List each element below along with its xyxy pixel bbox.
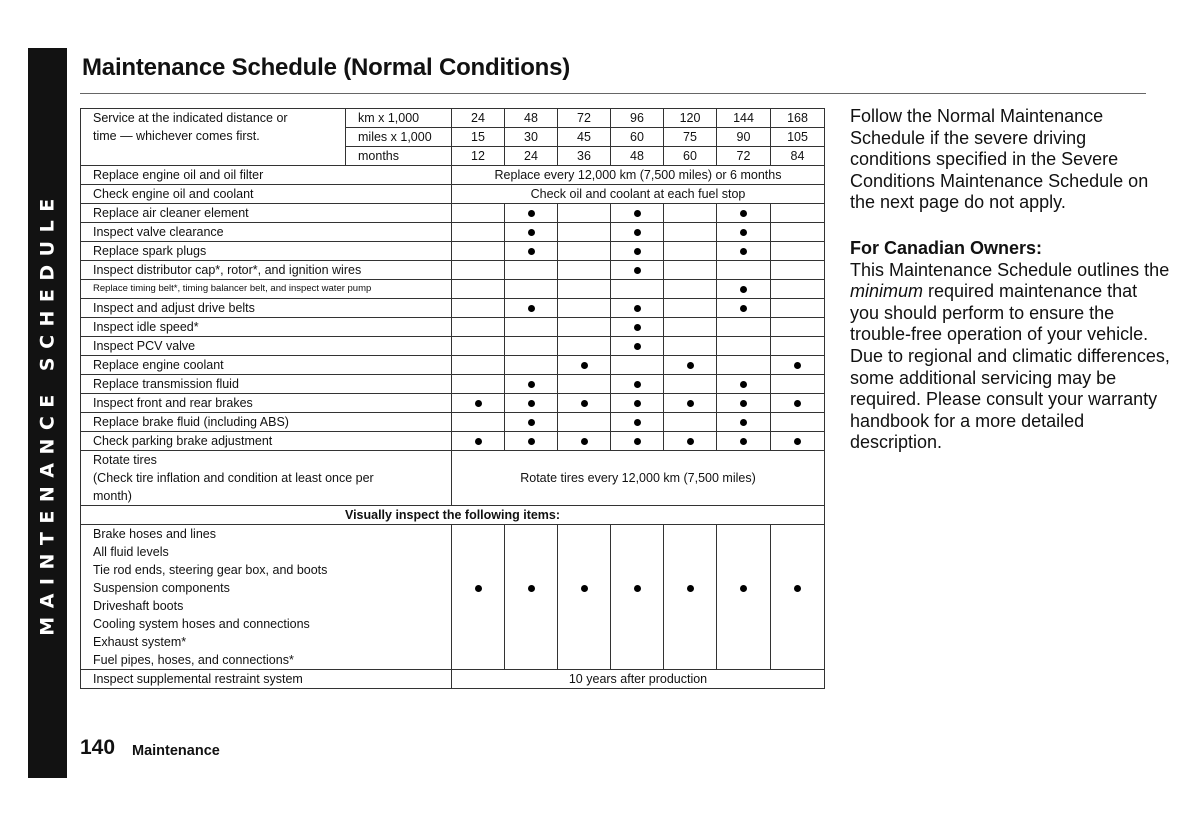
service-dot bbox=[475, 438, 482, 445]
service-dot bbox=[634, 305, 641, 312]
mark-cell bbox=[558, 280, 611, 299]
mark-cell bbox=[452, 223, 505, 242]
service-dot bbox=[740, 286, 747, 293]
km-value: 48 bbox=[505, 109, 558, 128]
schedule-row bbox=[81, 413, 825, 432]
mark-cell bbox=[505, 261, 558, 280]
mark-cell bbox=[558, 299, 611, 318]
mark-cell bbox=[771, 394, 825, 413]
mark-cell bbox=[452, 318, 505, 337]
mark-cell bbox=[611, 394, 664, 413]
schedule-row bbox=[81, 299, 825, 318]
service-item: Inspect front and rear brakes bbox=[81, 394, 452, 413]
right-column bbox=[850, 106, 1170, 454]
visual-inspect-item: Exhaust system* bbox=[81, 633, 452, 651]
mark-cell bbox=[505, 394, 558, 413]
mark-cell bbox=[452, 375, 505, 394]
title-rule bbox=[80, 93, 1146, 94]
miles-value: 75 bbox=[664, 128, 717, 147]
mark-cell bbox=[717, 543, 771, 561]
mark-cell bbox=[664, 299, 717, 318]
mark-cell bbox=[664, 615, 717, 633]
mark-cell bbox=[771, 432, 825, 451]
mark-cell bbox=[611, 337, 664, 356]
service-dot bbox=[687, 585, 694, 592]
mark-cell bbox=[771, 318, 825, 337]
mark-cell bbox=[664, 651, 717, 670]
mark-cell bbox=[771, 356, 825, 375]
mark-cell bbox=[717, 579, 771, 597]
service-dot bbox=[528, 400, 535, 407]
mark-cell bbox=[505, 525, 558, 544]
visual-inspect-row bbox=[81, 651, 825, 670]
mark-cell bbox=[452, 413, 505, 432]
mark-cell bbox=[611, 299, 664, 318]
mark-cell bbox=[771, 561, 825, 579]
service-dot bbox=[528, 381, 535, 388]
schedule-row bbox=[81, 223, 825, 242]
mark-cell bbox=[611, 561, 664, 579]
visual-inspect-row bbox=[81, 561, 825, 579]
mark-cell bbox=[505, 543, 558, 561]
mark-cell bbox=[664, 318, 717, 337]
service-item: Inspect and adjust drive belts bbox=[81, 299, 452, 318]
service-dot bbox=[687, 362, 694, 369]
mark-cell bbox=[771, 633, 825, 651]
mark-cell bbox=[717, 561, 771, 579]
mark-cell bbox=[452, 394, 505, 413]
mark-cell bbox=[505, 633, 558, 651]
mark-cell bbox=[611, 651, 664, 670]
service-item: Replace engine oil and oil filter bbox=[81, 166, 452, 185]
mark-cell bbox=[611, 375, 664, 394]
service-dot bbox=[528, 229, 535, 236]
mark-cell bbox=[611, 356, 664, 375]
service-dot bbox=[634, 248, 641, 255]
mark-cell bbox=[717, 356, 771, 375]
service-dot bbox=[528, 305, 535, 312]
service-dot bbox=[634, 324, 641, 331]
visual-inspect-item: Suspension components bbox=[81, 579, 452, 597]
mark-cell bbox=[611, 432, 664, 451]
mark-cell bbox=[505, 413, 558, 432]
mark-cell bbox=[717, 375, 771, 394]
mark-cell bbox=[664, 375, 717, 394]
service-dot bbox=[740, 585, 747, 592]
mark-cell bbox=[558, 356, 611, 375]
service-dot bbox=[794, 585, 801, 592]
service-item: Replace engine coolant bbox=[81, 356, 452, 375]
mark-cell bbox=[558, 261, 611, 280]
srs-row bbox=[81, 670, 825, 689]
mark-cell bbox=[611, 318, 664, 337]
mark-cell bbox=[505, 204, 558, 223]
mark-cell bbox=[558, 413, 611, 432]
months-value: 36 bbox=[558, 147, 611, 166]
service-dot bbox=[740, 381, 747, 388]
mark-cell bbox=[611, 204, 664, 223]
months-value: 84 bbox=[771, 147, 825, 166]
schedule-row bbox=[81, 166, 825, 185]
service-dot bbox=[528, 585, 535, 592]
visual-inspect-row bbox=[81, 525, 825, 544]
mark-cell bbox=[452, 432, 505, 451]
service-dot bbox=[634, 585, 641, 592]
km-value: 168 bbox=[771, 109, 825, 128]
schedule-row bbox=[81, 242, 825, 261]
service-item: Replace spark plugs bbox=[81, 242, 452, 261]
service-dot bbox=[634, 419, 641, 426]
mark-cell bbox=[505, 561, 558, 579]
service-dot bbox=[634, 438, 641, 445]
miles-value: 15 bbox=[452, 128, 505, 147]
service-item: Replace transmission fluid bbox=[81, 375, 452, 394]
km-value: 24 bbox=[452, 109, 505, 128]
mark-cell bbox=[771, 280, 825, 299]
rotate-tires-item bbox=[81, 451, 452, 506]
mark-cell bbox=[558, 432, 611, 451]
mark-cell bbox=[664, 525, 717, 544]
mark-cell bbox=[771, 204, 825, 223]
months-value: 60 bbox=[664, 147, 717, 166]
mark-cell bbox=[717, 432, 771, 451]
mark-cell bbox=[611, 597, 664, 615]
service-item: Inspect idle speed* bbox=[81, 318, 452, 337]
mark-cell bbox=[771, 615, 825, 633]
mark-cell bbox=[558, 375, 611, 394]
service-item: Check parking brake adjustment bbox=[81, 432, 452, 451]
service-dot bbox=[581, 438, 588, 445]
mark-cell bbox=[771, 579, 825, 597]
mark-cell bbox=[505, 337, 558, 356]
mark-cell bbox=[505, 318, 558, 337]
side-tab-label: MAINTENANCE SCHEDULE bbox=[36, 190, 59, 636]
service-dot bbox=[634, 267, 641, 274]
mark-cell bbox=[558, 223, 611, 242]
mark-cell bbox=[717, 615, 771, 633]
mark-cell bbox=[664, 223, 717, 242]
service-dot bbox=[794, 438, 801, 445]
visual-inspect-row bbox=[81, 579, 825, 597]
mark-cell bbox=[452, 280, 505, 299]
mark-cell bbox=[611, 525, 664, 544]
visual-inspect-row bbox=[81, 543, 825, 561]
service-dot bbox=[794, 362, 801, 369]
mark-cell bbox=[717, 299, 771, 318]
miles-value: 60 bbox=[611, 128, 664, 147]
srs-item: Inspect supplemental restraint system bbox=[81, 670, 452, 689]
service-dot bbox=[634, 210, 641, 217]
service-label-line: time — whichever comes first. bbox=[93, 129, 260, 143]
service-dot bbox=[581, 400, 588, 407]
minimum-emphasis: minimum bbox=[850, 281, 924, 302]
mark-cell bbox=[664, 413, 717, 432]
side-tab bbox=[28, 48, 67, 778]
mark-cell bbox=[558, 525, 611, 544]
mark-cell bbox=[664, 204, 717, 223]
mark-cell bbox=[664, 633, 717, 651]
mark-cell bbox=[664, 356, 717, 375]
visual-inspect-item: Driveshaft boots bbox=[81, 597, 452, 615]
service-dot bbox=[581, 362, 588, 369]
rotate-tires-line: (Check tire inflation and condition at least once per bbox=[93, 471, 374, 485]
months-value: 12 bbox=[452, 147, 505, 166]
mark-cell bbox=[717, 280, 771, 299]
visual-inspect-row bbox=[81, 633, 825, 651]
mark-cell bbox=[717, 223, 771, 242]
rotate-tires-line: Rotate tires bbox=[93, 453, 157, 467]
mark-cell bbox=[558, 579, 611, 597]
service-note: Check oil and coolant at each fuel stop bbox=[452, 185, 825, 204]
mark-cell bbox=[452, 633, 505, 651]
page-title: Maintenance Schedule (Normal Conditions) bbox=[82, 54, 571, 81]
mark-cell bbox=[452, 356, 505, 375]
mark-cell bbox=[452, 337, 505, 356]
visual-inspect-item: Fuel pipes, hoses, and connections* bbox=[81, 651, 452, 670]
schedule-row bbox=[81, 432, 825, 451]
mark-cell bbox=[717, 318, 771, 337]
service-dot bbox=[740, 248, 747, 255]
service-dot bbox=[528, 438, 535, 445]
mark-cell bbox=[505, 223, 558, 242]
mark-cell bbox=[717, 597, 771, 615]
service-item: Replace brake fluid (including ABS) bbox=[81, 413, 452, 432]
mark-cell bbox=[717, 633, 771, 651]
service-dot bbox=[581, 585, 588, 592]
mark-cell bbox=[771, 413, 825, 432]
miles-unit-label: miles x 1,000 bbox=[346, 128, 452, 147]
mark-cell bbox=[664, 337, 717, 356]
mark-cell bbox=[771, 651, 825, 670]
header-row-km bbox=[81, 109, 825, 128]
schedule-row bbox=[81, 375, 825, 394]
mark-cell bbox=[558, 633, 611, 651]
mark-cell bbox=[771, 337, 825, 356]
mark-cell bbox=[771, 525, 825, 544]
mark-cell bbox=[505, 579, 558, 597]
mark-cell bbox=[611, 413, 664, 432]
mark-cell bbox=[664, 597, 717, 615]
srs-note: 10 years after production bbox=[452, 670, 825, 689]
mark-cell bbox=[611, 242, 664, 261]
months-value: 72 bbox=[717, 147, 771, 166]
months-value: 24 bbox=[505, 147, 558, 166]
mark-cell bbox=[558, 651, 611, 670]
service-dot bbox=[634, 381, 641, 388]
mark-cell bbox=[771, 543, 825, 561]
service-dot bbox=[475, 400, 482, 407]
km-unit-label: km x 1,000 bbox=[346, 109, 452, 128]
schedule-row bbox=[81, 280, 825, 299]
service-item: Inspect PCV valve bbox=[81, 337, 452, 356]
service-label-line: Service at the indicated distance or bbox=[93, 111, 288, 125]
mark-cell bbox=[558, 337, 611, 356]
section-name: Maintenance bbox=[132, 743, 220, 759]
mark-cell bbox=[611, 261, 664, 280]
mark-cell bbox=[664, 394, 717, 413]
mark-cell bbox=[717, 525, 771, 544]
miles-value: 105 bbox=[771, 128, 825, 147]
mark-cell bbox=[771, 299, 825, 318]
service-item: Replace air cleaner element bbox=[81, 204, 452, 223]
schedule-row bbox=[81, 394, 825, 413]
km-value: 120 bbox=[664, 109, 717, 128]
km-value: 72 bbox=[558, 109, 611, 128]
mark-cell bbox=[558, 615, 611, 633]
mark-cell bbox=[611, 615, 664, 633]
service-dot bbox=[634, 343, 641, 350]
maintenance-schedule-table bbox=[80, 108, 825, 689]
schedule-row bbox=[81, 356, 825, 375]
visual-inspect-row bbox=[81, 615, 825, 633]
mark-cell bbox=[611, 579, 664, 597]
mark-cell bbox=[664, 579, 717, 597]
mark-cell bbox=[558, 597, 611, 615]
months-unit-label: months bbox=[346, 147, 452, 166]
service-dot bbox=[634, 400, 641, 407]
visual-inspect-item: Brake hoses and lines bbox=[81, 525, 452, 544]
service-item: Inspect distributor cap*, rotor*, and ignition wires bbox=[81, 261, 452, 280]
service-dot bbox=[740, 400, 747, 407]
service-dot bbox=[528, 248, 535, 255]
normal-schedule-note: Follow the Normal Maintenance Schedule if the severe driving conditions specified in the Severe Conditions Maintenance Schedule on the next page do not apply. bbox=[850, 106, 1149, 213]
km-value: 96 bbox=[611, 109, 664, 128]
mark-cell bbox=[611, 223, 664, 242]
mark-cell bbox=[505, 651, 558, 670]
mark-cell bbox=[771, 375, 825, 394]
mark-cell bbox=[558, 543, 611, 561]
mark-cell bbox=[452, 561, 505, 579]
miles-value: 90 bbox=[717, 128, 771, 147]
service-item: Check engine oil and coolant bbox=[81, 185, 452, 204]
service-dot bbox=[528, 210, 535, 217]
km-value: 144 bbox=[717, 109, 771, 128]
service-dot bbox=[528, 419, 535, 426]
mark-cell bbox=[452, 299, 505, 318]
schedule-row bbox=[81, 204, 825, 223]
mark-cell bbox=[717, 337, 771, 356]
visual-inspect-item: All fluid levels bbox=[81, 543, 452, 561]
mark-cell bbox=[664, 280, 717, 299]
service-item: Inspect valve clearance bbox=[81, 223, 452, 242]
mark-cell bbox=[717, 413, 771, 432]
mark-cell bbox=[771, 242, 825, 261]
mark-cell bbox=[558, 394, 611, 413]
service-item: Replace timing belt*, timing balancer belt, and inspect water pump bbox=[81, 280, 452, 299]
rotate-tires-line: month) bbox=[93, 489, 132, 503]
service-dot bbox=[740, 419, 747, 426]
mark-cell bbox=[611, 280, 664, 299]
mark-cell bbox=[452, 543, 505, 561]
mark-cell bbox=[505, 432, 558, 451]
mark-cell bbox=[505, 356, 558, 375]
schedule-row bbox=[81, 337, 825, 356]
mark-cell bbox=[664, 432, 717, 451]
mark-cell bbox=[452, 204, 505, 223]
mark-cell bbox=[611, 543, 664, 561]
service-dot bbox=[740, 438, 747, 445]
mark-cell bbox=[717, 651, 771, 670]
mark-cell bbox=[558, 318, 611, 337]
mark-cell bbox=[452, 261, 505, 280]
mark-cell bbox=[717, 261, 771, 280]
mark-cell bbox=[452, 651, 505, 670]
months-value: 48 bbox=[611, 147, 664, 166]
mark-cell bbox=[664, 242, 717, 261]
service-interval-label bbox=[81, 109, 346, 166]
mark-cell bbox=[717, 204, 771, 223]
visual-inspect-row bbox=[81, 597, 825, 615]
mark-cell bbox=[558, 204, 611, 223]
miles-value: 45 bbox=[558, 128, 611, 147]
visual-inspect-heading-row bbox=[81, 506, 825, 525]
mark-cell bbox=[771, 261, 825, 280]
mark-cell bbox=[452, 525, 505, 544]
mark-cell bbox=[505, 242, 558, 261]
visual-inspect-item: Tie rod ends, steering gear box, and boots bbox=[81, 561, 452, 579]
canadian-owners-text: This Maintenance Schedule outlines the minimum required maintenance that you should perform to ensure the trouble-free operation of your vehicle. Due to regional and climatic differences, some additional servicing may be required. Please consult your warranty handbook for a more detailed description. bbox=[850, 259, 1170, 453]
mark-cell bbox=[452, 242, 505, 261]
mark-cell bbox=[664, 543, 717, 561]
visual-inspect-heading: Visually inspect the following items: bbox=[81, 506, 825, 525]
schedule-row bbox=[81, 318, 825, 337]
mark-cell bbox=[664, 561, 717, 579]
mark-cell bbox=[505, 280, 558, 299]
mark-cell bbox=[771, 597, 825, 615]
page-number: 140 bbox=[80, 736, 116, 759]
mark-cell bbox=[505, 597, 558, 615]
mark-cell bbox=[505, 615, 558, 633]
canadian-owners-heading: For Canadian Owners: bbox=[850, 237, 1043, 258]
mark-cell bbox=[505, 299, 558, 318]
service-dot bbox=[740, 229, 747, 236]
mark-cell bbox=[452, 615, 505, 633]
service-dot bbox=[687, 438, 694, 445]
miles-value: 30 bbox=[505, 128, 558, 147]
schedule-row bbox=[81, 261, 825, 280]
service-dot bbox=[794, 400, 801, 407]
mark-cell bbox=[558, 561, 611, 579]
mark-cell bbox=[717, 242, 771, 261]
rotate-tires-note: Rotate tires every 12,000 km (7,500 miles) bbox=[452, 451, 825, 506]
mark-cell bbox=[664, 261, 717, 280]
mark-cell bbox=[452, 597, 505, 615]
service-dot bbox=[740, 210, 747, 217]
service-dot bbox=[634, 229, 641, 236]
mark-cell bbox=[558, 242, 611, 261]
service-dot bbox=[687, 400, 694, 407]
mark-cell bbox=[505, 375, 558, 394]
mark-cell bbox=[452, 579, 505, 597]
service-dot bbox=[740, 305, 747, 312]
service-dot bbox=[475, 585, 482, 592]
mark-cell bbox=[717, 394, 771, 413]
rotate-tires-row bbox=[81, 451, 825, 506]
mark-cell bbox=[771, 223, 825, 242]
service-note: Replace every 12,000 km (7,500 miles) or 6 months bbox=[452, 166, 825, 185]
mark-cell bbox=[611, 633, 664, 651]
schedule-row bbox=[81, 185, 825, 204]
visual-inspect-item: Cooling system hoses and connections bbox=[81, 615, 452, 633]
